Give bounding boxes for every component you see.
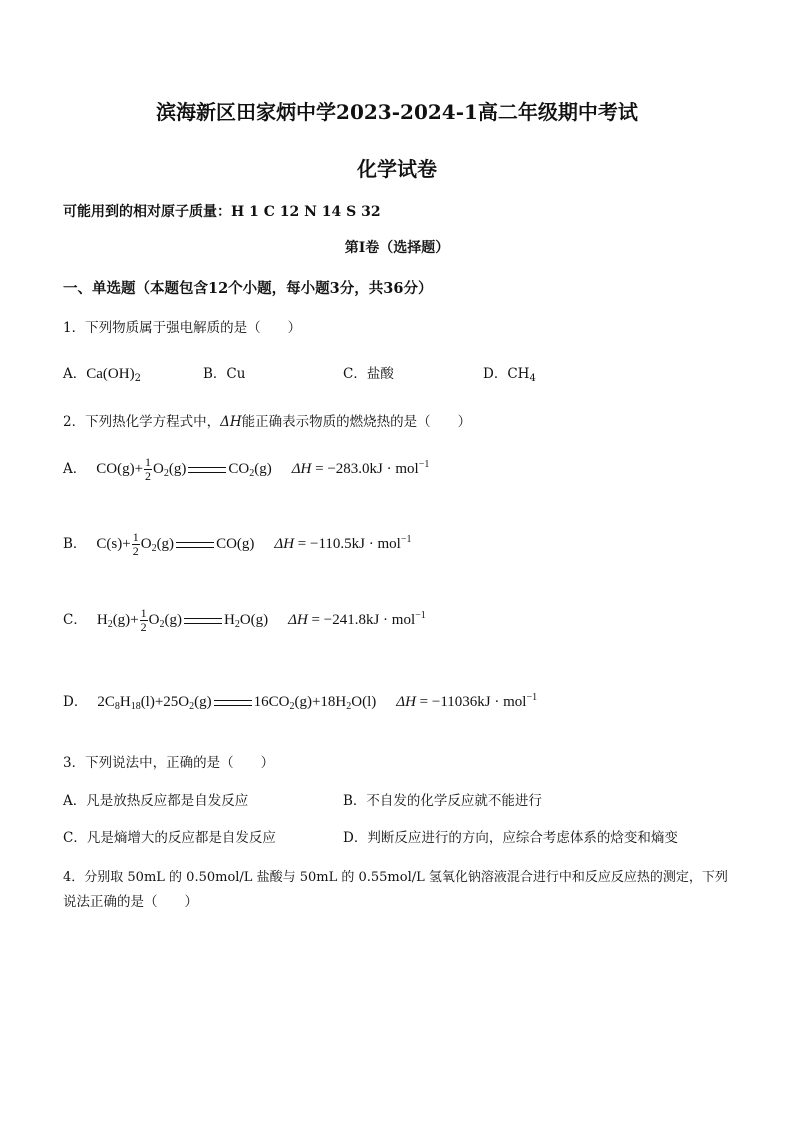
question-2-option-b xyxy=(63,531,411,558)
subscript: 2 xyxy=(189,701,195,712)
question-1-stem: 1．下列物质属于强电解质的是（ ） xyxy=(63,320,302,336)
option-label: D． xyxy=(63,694,88,710)
delta-h: ΔH xyxy=(220,414,242,430)
state: (g) xyxy=(156,535,175,552)
option-label: A． xyxy=(63,366,87,382)
denominator: 2 xyxy=(132,544,139,558)
formula: Ca(OH) xyxy=(86,366,135,382)
question-1-option-a xyxy=(63,362,141,384)
question-2-stem xyxy=(63,410,471,430)
state: (g) xyxy=(254,460,272,477)
part-title: 第I卷（选择题） xyxy=(344,240,450,256)
atomic-mass-line: 可能用到的相对原子质量：H 1 C 12 N 14 S 32 xyxy=(63,204,381,220)
subscript: 2 xyxy=(134,373,141,384)
product: O(l) xyxy=(351,694,377,710)
enthalpy-value: = −110.5kJ · mol xyxy=(294,535,401,552)
enthalpy-value: = −11036kJ · mol xyxy=(415,694,527,710)
product: 16CO xyxy=(253,694,290,710)
reactant: (l)+25O xyxy=(140,694,190,710)
state: (g) xyxy=(168,460,187,477)
subscript: 18 xyxy=(130,701,141,712)
equals-arrow xyxy=(176,542,214,548)
equals-arrow xyxy=(214,700,252,706)
numerator: 1 xyxy=(132,530,139,544)
subscript: 2 xyxy=(107,618,113,630)
subscript: 2 xyxy=(151,542,157,554)
option-label: A． xyxy=(63,460,87,477)
subscript: 2 xyxy=(234,618,240,630)
superscript: −1 xyxy=(418,458,430,470)
question-1-option-c: C．盐酸 xyxy=(343,366,394,382)
product: O(g) xyxy=(239,611,269,628)
fraction xyxy=(144,456,152,483)
subscript: 2 xyxy=(346,701,352,712)
superscript: −1 xyxy=(415,609,426,621)
exam-subtitle: 化学试卷 xyxy=(357,157,437,181)
option-label: D． xyxy=(483,366,508,382)
question-4-line-1: 4．分别取 50mL 的 0.50mol/L 盐酸与 50mL 的 0.55mol/L 氢氧化钠溶液混合进行中和反应反应热的测定，下列 xyxy=(63,870,728,885)
reactant: 2C xyxy=(97,694,115,710)
equals-arrow xyxy=(184,618,222,624)
reactant: O xyxy=(153,460,164,477)
question-2-option-d xyxy=(63,690,537,712)
reactant: O xyxy=(140,535,152,552)
product: (g)+18H xyxy=(294,694,347,710)
question-3-stem: 3．下列说法中，正确的是（ ） xyxy=(63,755,275,771)
reactant: CO(g)+ xyxy=(96,460,144,477)
delta-h: ΔH xyxy=(396,694,416,710)
subscript: 2 xyxy=(159,618,165,630)
reactant: O xyxy=(148,611,160,628)
state: (g) xyxy=(194,694,212,710)
numerator: 1 xyxy=(145,455,152,469)
question-1-option-b: B．Cu xyxy=(203,366,246,382)
product: H xyxy=(223,611,235,628)
delta-h: ΔH xyxy=(291,460,312,477)
delta-h: ΔH xyxy=(274,535,295,552)
denominator: 2 xyxy=(145,469,152,483)
stem-text: 2．下列热化学方程式中， xyxy=(63,414,221,430)
product: CO xyxy=(228,460,250,477)
question-2-option-a xyxy=(63,456,429,483)
superscript: −1 xyxy=(526,692,538,703)
delta-h: ΔH xyxy=(288,611,308,628)
equals-arrow xyxy=(188,467,226,473)
stem-text: 能正确表示物质的燃烧热的是（ ） xyxy=(241,414,472,430)
state: (g)+ xyxy=(112,611,139,628)
subscript: 2 xyxy=(163,467,169,479)
question-3-option-c: C．凡是熵增大的反应都是自发反应 xyxy=(63,830,276,846)
reactant: H xyxy=(119,694,131,710)
superscript: −1 xyxy=(400,533,412,545)
numerator: 1 xyxy=(140,606,147,620)
fraction xyxy=(140,607,148,634)
question-3-option-b: B．不自发的化学反应就不能进行 xyxy=(343,793,542,809)
question-4-line-2: 说法正确的是（ ） xyxy=(63,894,198,910)
subscript: 2 xyxy=(249,467,255,479)
fraction xyxy=(132,531,140,558)
enthalpy-value: = −241.8kJ · mol xyxy=(307,611,416,628)
denominator: 2 xyxy=(140,620,147,634)
section-title: 一、单选题（本题包含12个小题，每小题3分，共36分） xyxy=(63,280,433,297)
question-3-option-d: D．判断反应进行的方向，应综合考虑体系的焓变和熵变 xyxy=(343,830,678,846)
option-label: B． xyxy=(63,535,87,552)
formula: CH xyxy=(507,366,530,382)
question-2-option-c xyxy=(63,607,426,634)
question-1-option-d xyxy=(483,362,536,384)
exam-title: 滨海新区田家炳中学2023-2024-1高二年级期中考试 xyxy=(156,100,638,124)
subscript: 2 xyxy=(289,701,295,712)
reactant: C(s)+ xyxy=(96,535,131,552)
question-3-option-a: A．凡是放热反应都是自发反应 xyxy=(63,793,249,809)
product: CO(g) xyxy=(216,535,255,552)
reactant: H xyxy=(96,611,108,628)
enthalpy-value: = −283.0kJ · mol xyxy=(311,460,419,477)
state: (g) xyxy=(164,611,182,628)
subscript: 4 xyxy=(529,373,536,384)
option-label: C． xyxy=(63,611,87,628)
subscript: 8 xyxy=(114,701,120,712)
